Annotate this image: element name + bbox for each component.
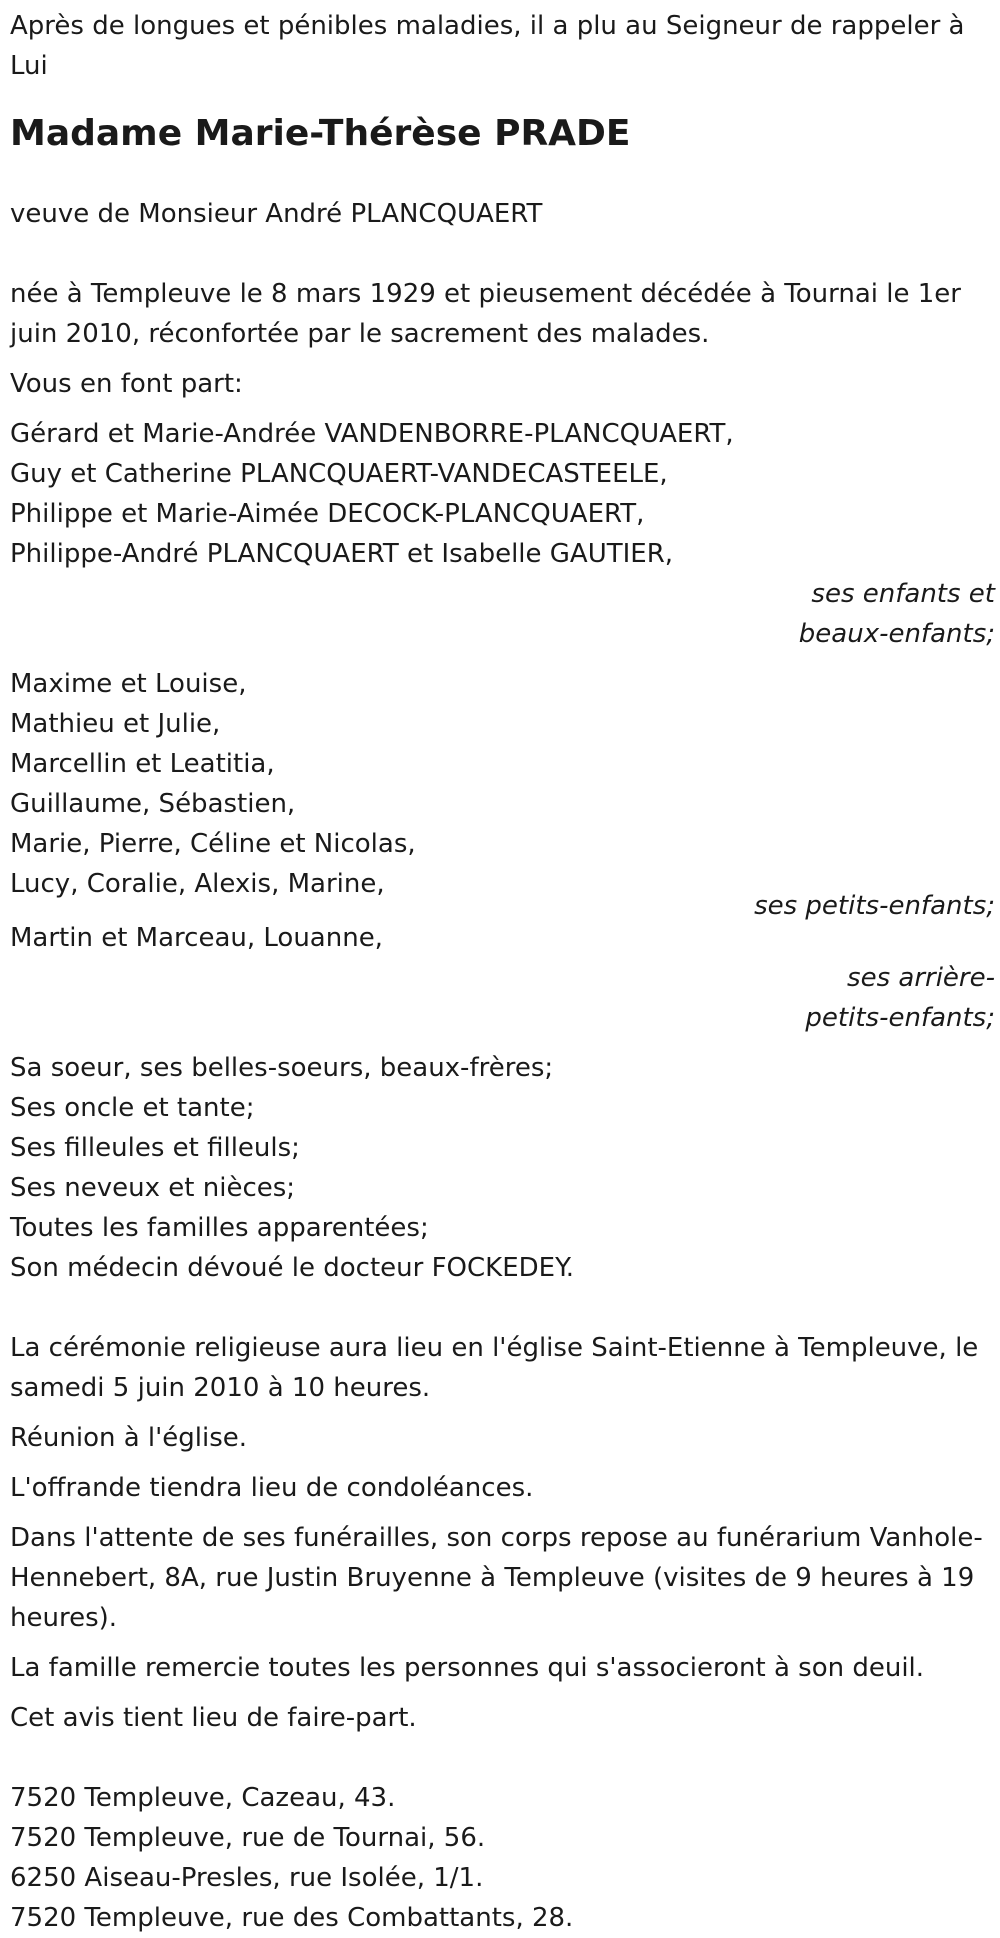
grandchildren-list (10, 664, 995, 904)
list-item: Toutes les familles apparentées; (10, 1213, 429, 1243)
list-item: Marie, Pierre, Céline et Nicolas, (10, 829, 416, 859)
address-item: 7520 Templeuve, rue de Tournai, 56. (10, 1823, 486, 1853)
obituary-content (10, 6, 995, 1938)
list-item: Son médecin dévoué le docteur FOCKEDEY. (10, 1253, 574, 1283)
birth-death-text: née à Templeuve le 8 mars 1929 et pieusement décédée à Tournai le 1er juin 2010, réconfortée par le sacrement des malades. (10, 279, 961, 349)
intro-text: Après de longues et pénibles maladies, il a plu au Seigneur de rappeler à Lui (10, 11, 965, 81)
relatives-list (10, 1048, 995, 1288)
address-item: 7520 Templeuve, Cazeau, 43. (10, 1783, 396, 1813)
list-item: Gérard et Marie-Andrée VANDENBORRE-PLANCQUAERT, (10, 419, 734, 449)
list-item: Philippe-André PLANCQUAERT et Isabelle GAUTIER, (10, 539, 674, 569)
ceremony-text: La cérémonie religieuse aura lieu en l'église Saint-Etienne à Templeuve, le samedi 5 juin 2010 à 10 heures. (10, 1333, 979, 1403)
list-item: Maxime et Louise, (10, 669, 247, 699)
address-item: 6250 Aiseau-Presles, rue Isolée, 1/1. (10, 1863, 484, 1893)
list-item: Guy et Catherine PLANCQUAERT-VANDECASTEELE, (10, 459, 668, 489)
meeting-text: Réunion à l'église. (10, 1423, 248, 1453)
great-grandchildren-label: ses arrière-petits-enfants; (805, 963, 995, 1033)
list-item: Sa soeur, ses belles-soeurs, beaux-frères; (10, 1053, 554, 1083)
thanks-text: La famille remercie toutes les personnes qui s'associeront à son deuil. (10, 1653, 925, 1683)
announce-text: Vous en font part: (10, 369, 243, 399)
children-list (10, 414, 995, 574)
great-grandchildren-text: Martin et Marceau, Louanne, (10, 923, 383, 953)
children-label: ses enfants et beaux-enfants; (798, 579, 995, 649)
addresses-list (10, 1778, 995, 1938)
list-item: Mathieu et Julie, (10, 709, 221, 739)
notice-text: Cet avis tient lieu de faire-part. (10, 1703, 417, 1733)
list-item: Guillaume, Sébastien, (10, 789, 296, 819)
funerarium-text: Dans l'attente de ses funérailles, son corps repose au funérarium Vanhole-Hennebert, 8A, rue Justin Bruyenne à Templeuve (visites de 9 heures à 19 heures). (10, 1523, 983, 1633)
list-item: Lucy, Coralie, Alexis, Marine, (10, 869, 385, 899)
list-item: Ses filleules et filleuls; (10, 1133, 300, 1163)
widow-text: veuve de Monsieur André PLANCQUAERT (10, 199, 543, 229)
grandchildren-label: ses petits-enfants; (754, 891, 995, 921)
offering-text: L'offrande tiendra lieu de condoléances. (10, 1473, 534, 1503)
address-item: 7520 Templeuve, rue des Combattants, 28. (10, 1903, 574, 1933)
list-item: Ses neveux et nièces; (10, 1173, 296, 1203)
deceased-name: Madame Marie-Thérèse PRADE (10, 113, 631, 154)
list-item: Marcellin et Leatitia, (10, 749, 275, 779)
list-item: Philippe et Marie-Aimée DECOCK-PLANCQUAERT, (10, 499, 645, 529)
list-item: Ses oncle et tante; (10, 1093, 255, 1123)
